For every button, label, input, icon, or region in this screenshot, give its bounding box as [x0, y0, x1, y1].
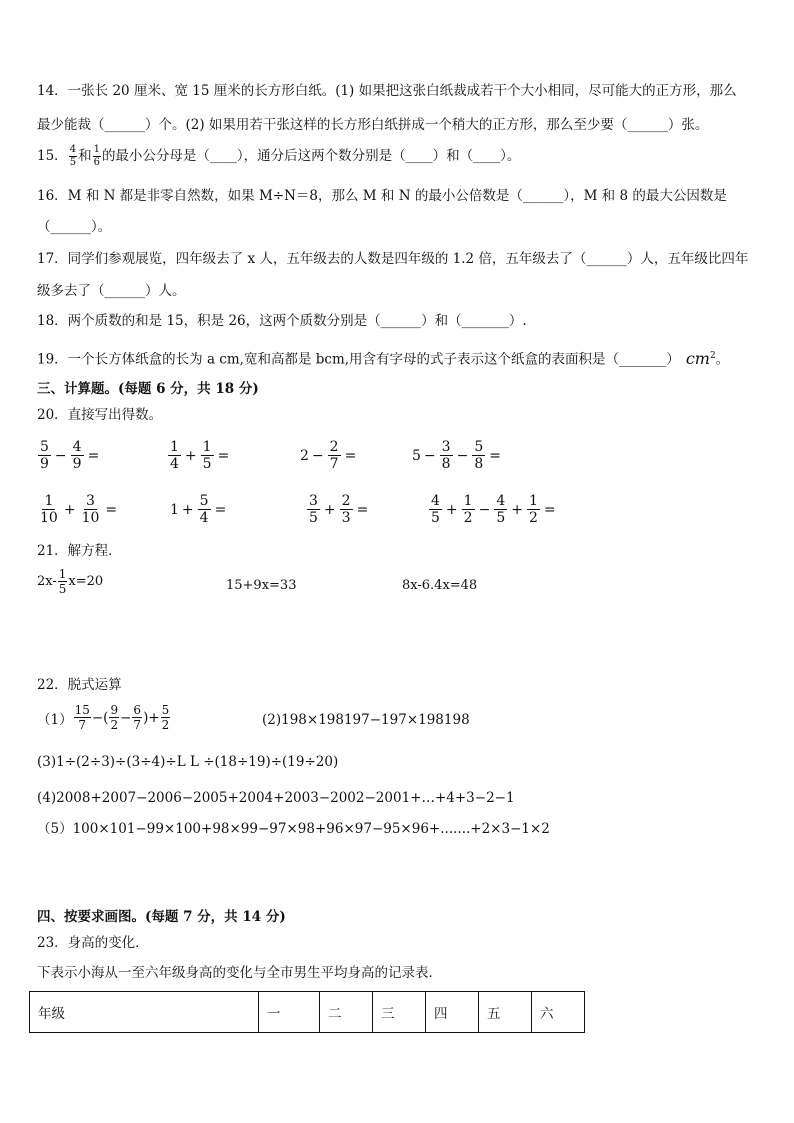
q17-line1: 17．同学们参观展览，四年级去了 x 人，五年级去的人数是四年级的 1.2 倍，五年级去了（______）人，五年级比四年 [37, 251, 749, 267]
fraction: $\frac{4}{5}$ [69, 144, 77, 168]
expr-2: $\frac{1}{4}$ + $\frac{1}{5}$ = [170, 439, 230, 472]
section-3-title: 三、计算题。(每题 6 分，共 18 分) [37, 381, 259, 397]
q22-title: 22．脱式运算 [37, 677, 122, 693]
grade-cell: 五 [479, 992, 532, 1033]
q14-line2: 最少能裁（______）个。(2) 如果用若干张这样的长方形白纸拼成一个稍大的正方形，那么至少要（______）张。 [37, 117, 709, 133]
equation-1: 2x- $\frac{1}{5}$ x=20 [37, 567, 104, 596]
expr-6: 1 + $\frac{5}{4}$ = [170, 493, 227, 526]
q22-part3: (3)1÷(2÷3)÷(3÷4)÷L L ÷(18÷19)÷(19÷20) [37, 754, 339, 770]
q22-part2: (2)198×198197−197×198198 [262, 712, 470, 728]
q22-part5: （5）100×101−99×100+98×99−97×98+96×97−95×96+.......+2×3−1×2 [37, 821, 550, 837]
q21-title: 21．解方程． [37, 543, 122, 559]
fraction: $\frac{1}{6}$ [93, 144, 100, 168]
grade-cell: 六 [532, 992, 585, 1033]
height-record-table [29, 991, 585, 1033]
q22-part1: （1） $\frac{15}{7}$ −( $\frac{9}{2}$ − $\frac{6}{7}$ )+ $\frac{5}{2}$ [37, 703, 170, 732]
q14-line1: 14．一张长 20 厘米、宽 15 厘米的长方形白纸。(1) 如果把这张白纸裁成若干个大小相同，尽可能大的正方形，那么 [37, 83, 737, 99]
q23-title: 23．身高的变化． [37, 935, 149, 951]
q20-title: 20．直接写出得数。 [37, 407, 163, 423]
expr-5: $\frac{1}{10}$ + $\frac{3}{10}$ = [40, 493, 118, 526]
expr-3: 2 − $\frac{2}{7}$ = [300, 439, 357, 472]
q18: 18．两个质数的和是 15，积是 26，这两个质数分别是（______）和（_______）. [37, 313, 527, 329]
section-4-title: 四、按要求画图。(每题 7 分，共 14 分) [37, 909, 286, 925]
grade-cell: 四 [426, 992, 479, 1033]
expr-4: 5 − $\frac{3}{8}$ − $\frac{5}{8}$ = [412, 439, 501, 472]
grade-cell: 一 [259, 992, 320, 1033]
q22-part4: (4)2008+2007−2006−2005+2004+2003−2002−2001+…+4+3−2−1 [37, 790, 515, 806]
expr-7: $\frac{3}{5}$ + $\frac{2}{3}$ = [309, 493, 369, 526]
q16-line1: 16．M 和 N 都是非零自然数，如果 M÷N＝8，那么 M 和 N 的最小公倍数是（______），M 和 8 的最大公因数是 [37, 188, 727, 204]
q15: 15． $\frac{4}{5}$ 和 $\frac{1}{6}$ 的最小公分母是（____），通分后这两个数分别是（____）和（____）。 [37, 144, 521, 168]
q19: 19．一个长方体纸盒的长为 a cm,宽和高都是 bcm,用含有字母的式子表示这个纸盒的表面积是（_______） $cm^2$。 [37, 348, 730, 368]
q16-line2: （______）。 [37, 219, 112, 235]
q23-description: 下表示小海从一至六年级身高的变化与全市男生平均身高的记录表． [37, 965, 442, 981]
expr-8: $\frac{4}{5}$ + $\frac{1}{2}$ − $\frac{4}{5}$ + $\frac{1}{2}$ = [431, 493, 556, 526]
q17-line2: 级多去了（______）人。 [37, 283, 186, 299]
grade-cell: 二 [320, 992, 373, 1033]
table-row [30, 992, 585, 1033]
expr-1: $\frac{5}{9}$ − $\frac{4}{9}$ = [40, 439, 100, 472]
equation-3: 8x-6.4x=48 [402, 578, 478, 593]
equation-2: 15+9x=33 [226, 578, 297, 593]
grade-cell: 三 [373, 992, 426, 1033]
table-header-cell: 年级 [30, 992, 259, 1033]
